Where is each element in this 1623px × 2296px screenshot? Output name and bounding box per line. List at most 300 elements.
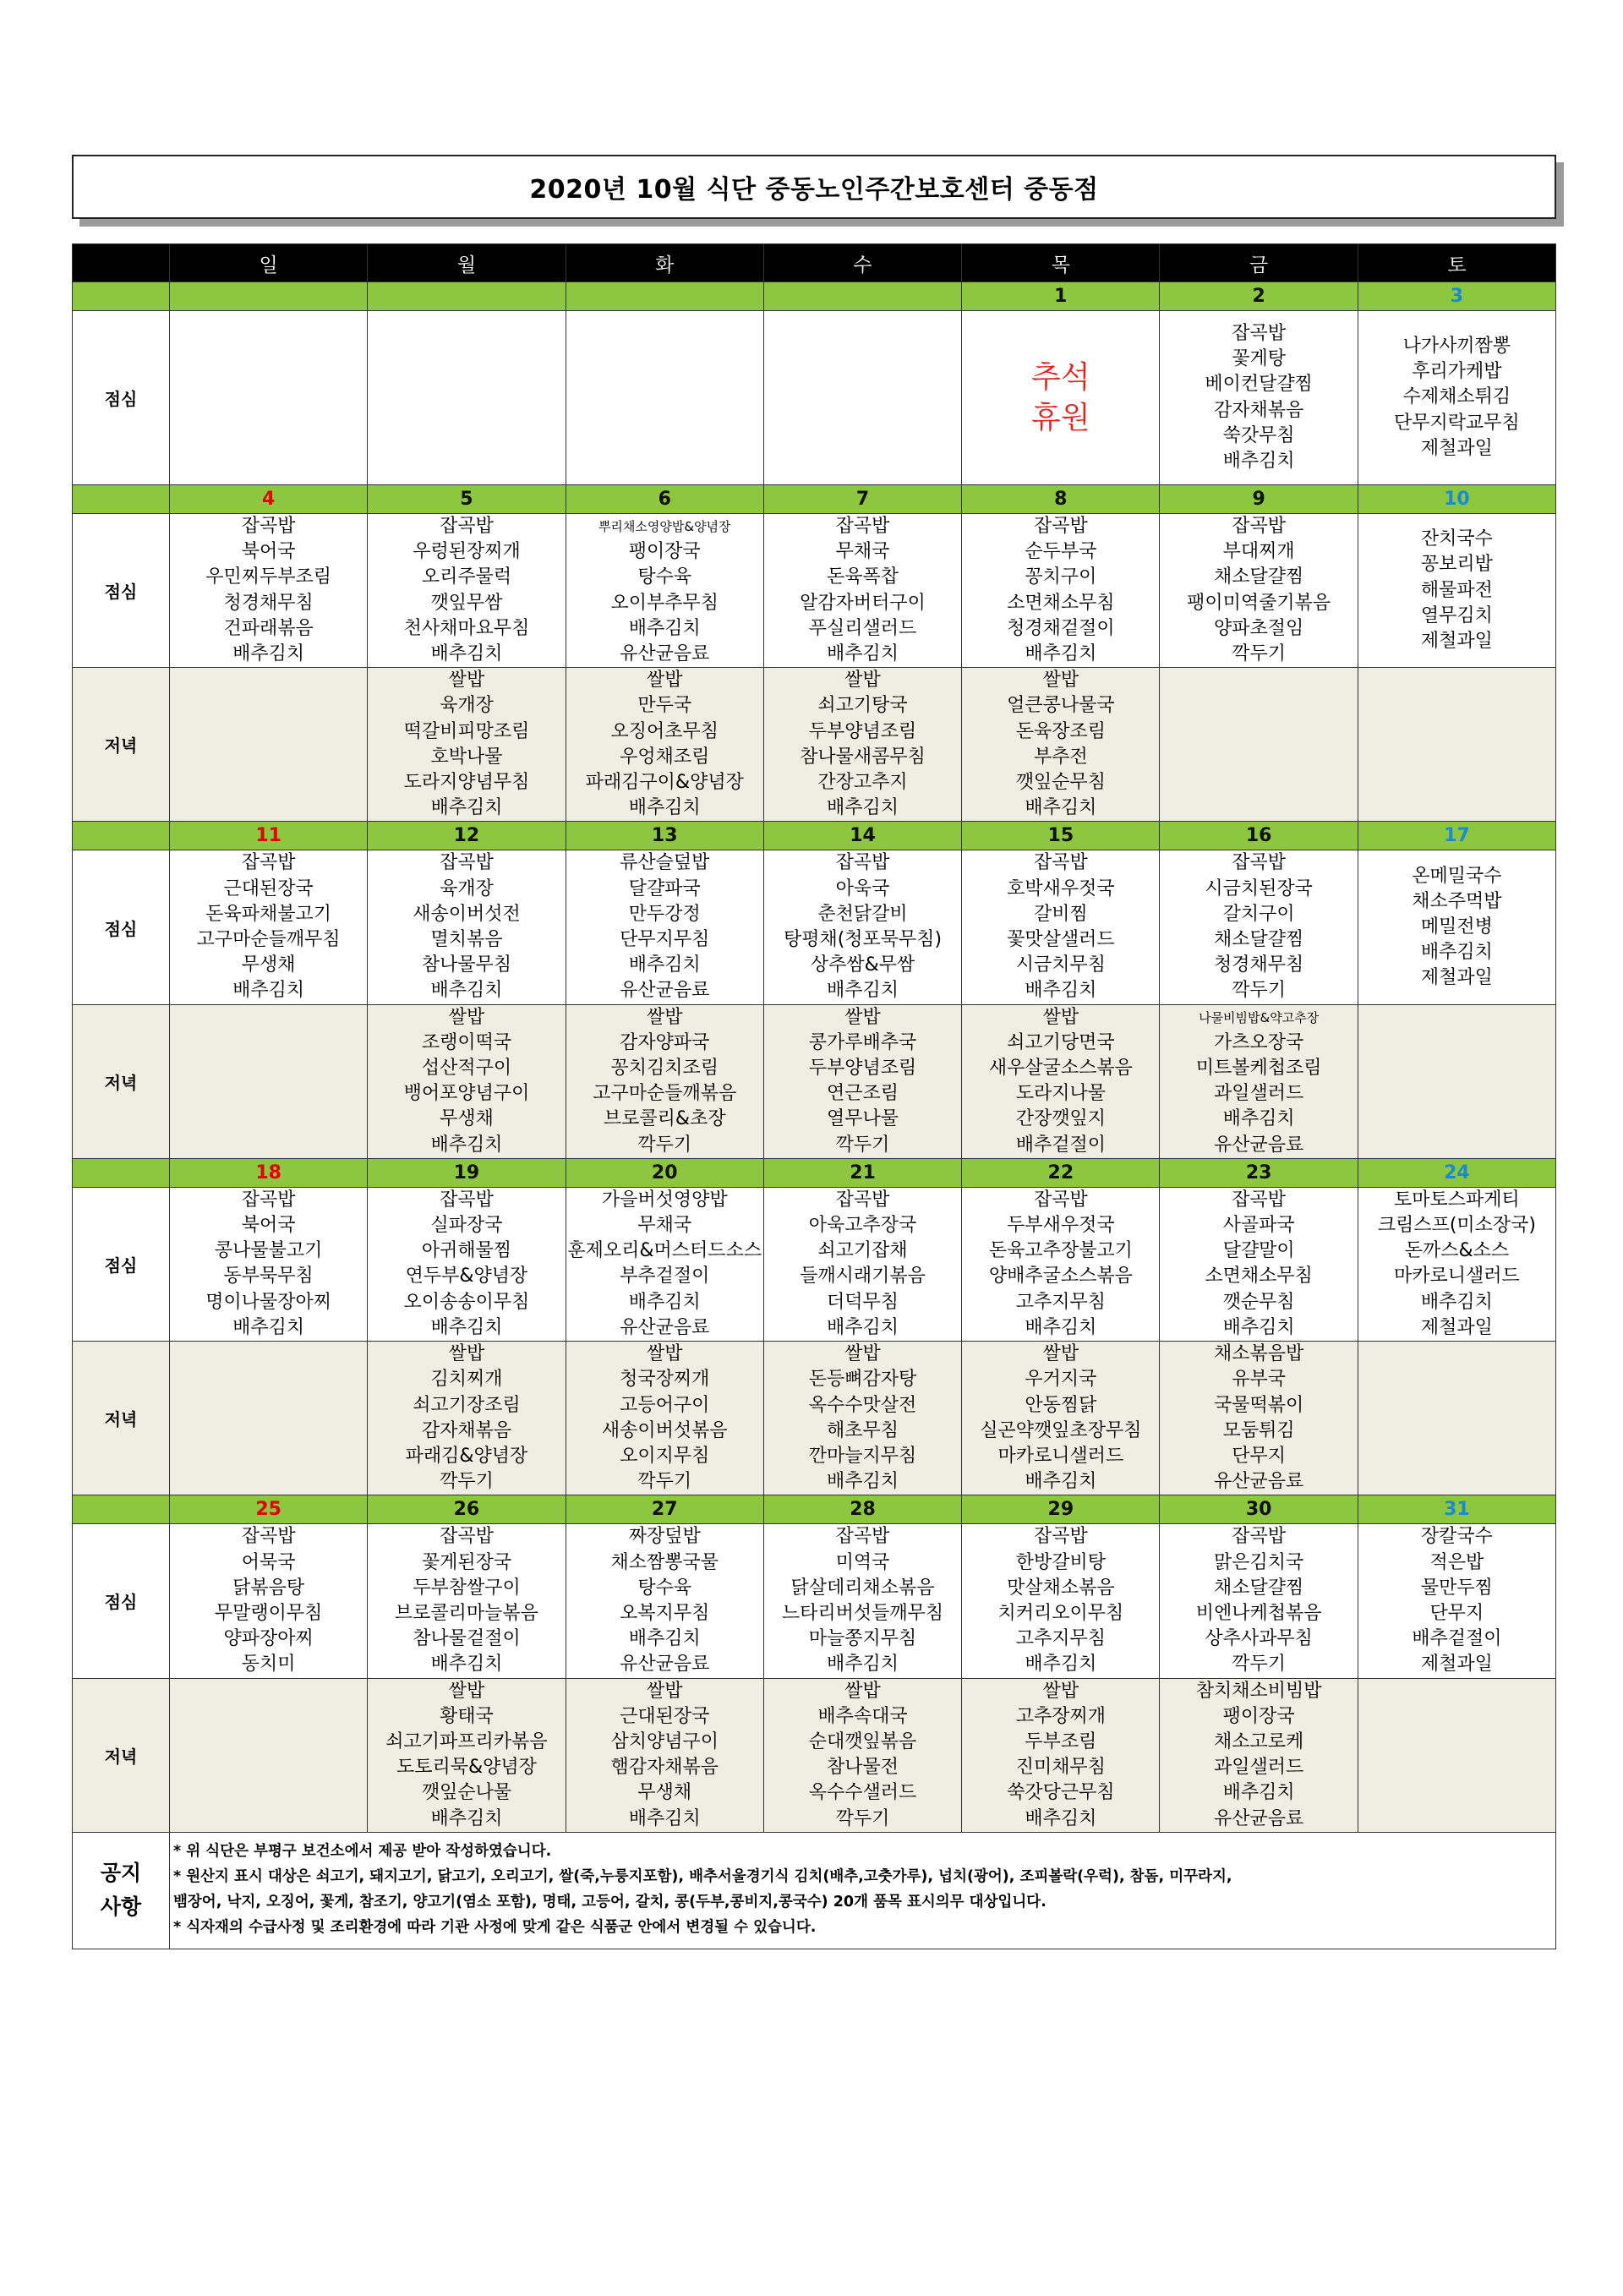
dinner-label: 저녁 — [73, 668, 170, 822]
menu-item: 만두국 — [637, 695, 692, 717]
menu-item: 햄감자채볶음 — [610, 1757, 719, 1779]
weekday-header: 월 — [368, 244, 566, 282]
menu-item: 마늘쫑지무침 — [808, 1628, 917, 1650]
menu-item: 잡곡밥 — [1232, 322, 1287, 344]
menu-item: 유산균음료 — [1214, 1471, 1304, 1493]
menu-item: 오이송송이무침 — [403, 1291, 530, 1313]
menu-item: 깻순무침 — [1222, 1291, 1295, 1313]
menu-item: 채소짬뽕국물 — [610, 1551, 719, 1573]
menu-item: 만두강정 — [628, 903, 701, 925]
menu-item: 잡곡밥 — [1232, 516, 1287, 537]
menu-item: 깻잎순무침 — [1015, 772, 1106, 794]
menu-item: 우거지국 — [1025, 1369, 1097, 1391]
menu-item: 옥수수맛살전 — [808, 1394, 917, 1416]
weekday-header: 금 — [1160, 244, 1358, 282]
menu-item: 쌀밥 — [1042, 670, 1079, 692]
menu-item: 잡곡밥 — [1232, 852, 1287, 874]
menu-item: 배추김치 — [430, 1134, 503, 1156]
menu-cell — [566, 1342, 763, 1495]
notice-label — [73, 1832, 170, 1949]
menu-item: 배추김치 — [827, 643, 899, 665]
menu-item: 참나물전 — [827, 1757, 899, 1779]
menu-item: 더덕무침 — [827, 1291, 899, 1313]
menu-item: 유산균음료 — [620, 643, 710, 665]
menu-cell — [1358, 1342, 1555, 1495]
menu-item: 팽이장국 — [1222, 1705, 1295, 1727]
menu-item: 깻잎무쌈 — [430, 592, 503, 614]
menu-item: 쌀밥 — [1042, 1343, 1079, 1365]
menu-item: 과일샐러드 — [1214, 1757, 1304, 1779]
date-cell: 15 — [962, 822, 1160, 850]
menu-item: 소면채소무침 — [1205, 1266, 1313, 1287]
menu-item: 순대깻잎볶음 — [808, 1730, 917, 1752]
menu-item: 배추김치 — [430, 1654, 503, 1676]
menu-cell — [962, 1187, 1160, 1341]
menu-item: 유산균음료 — [1214, 1134, 1304, 1156]
menu-item: 안동찜닭 — [1025, 1394, 1097, 1416]
menu-item: 배추김치 — [1025, 643, 1097, 665]
menu-cell — [1160, 1187, 1358, 1341]
menu-cell — [368, 514, 566, 668]
menu-item: 상추쌈&무쌈 — [810, 954, 915, 976]
menu-item: 단무지무침 — [620, 929, 710, 951]
weekday-header: 토 — [1358, 244, 1555, 282]
menu-item: 브로콜리마늘볶음 — [394, 1602, 538, 1624]
menu-cell — [368, 1187, 566, 1341]
menu-item: 육개장 — [440, 695, 494, 717]
menu-item: 돈육폭찹 — [827, 566, 899, 588]
date-row — [73, 282, 1556, 311]
menu-item: 깍두기 — [1232, 980, 1287, 1002]
menu-cell — [368, 1342, 566, 1495]
menu-item: 콩나물불고기 — [214, 1240, 323, 1262]
lunch-label: 점심 — [73, 514, 170, 668]
menu-cell — [763, 850, 961, 1004]
menu-item: 잡곡밥 — [1033, 1526, 1088, 1548]
menu-item: 명이나물장아찌 — [205, 1291, 332, 1313]
menu-item: 북어국 — [241, 541, 296, 563]
menu-item: 꽃게된장국 — [421, 1551, 512, 1573]
menu-item: 배추속대국 — [817, 1705, 908, 1727]
menu-item: 쌀밥 — [448, 670, 485, 692]
menu-item: 근대된장국 — [620, 1705, 710, 1727]
menu-item: 단무지락교무침 — [1394, 412, 1520, 434]
date-cell: 31 — [1358, 1495, 1555, 1524]
menu-item: 온메밀국수 — [1412, 865, 1502, 887]
menu-item: 메밀전병 — [1420, 916, 1493, 938]
date-row-label — [73, 1158, 170, 1187]
menu-item: 호박나물 — [430, 746, 503, 768]
menu-item: 채소달걀찜 — [1214, 1577, 1304, 1599]
lunch-label: 점심 — [73, 1524, 170, 1678]
menu-item: 미역국 — [835, 1551, 890, 1573]
menu-item: 동부묵무침 — [223, 1266, 314, 1287]
date-cell — [170, 282, 368, 311]
menu-item: 브로콜리&초장 — [603, 1108, 726, 1130]
date-cell: 8 — [962, 485, 1160, 514]
menu-item: 양파장아찌 — [223, 1628, 314, 1650]
menu-cell — [1358, 850, 1555, 1004]
menu-item: 김치찌개 — [430, 1369, 503, 1391]
menu-item: 시금치무침 — [1015, 954, 1106, 976]
date-cell: 14 — [763, 822, 961, 850]
menu-item: 참치채소비빔밥 — [1195, 1680, 1322, 1702]
menu-item: 잔치국수 — [1420, 528, 1493, 550]
menu-item: 떡갈비피망조림 — [403, 720, 530, 742]
menu-item: 호박새우젓국 — [1007, 877, 1115, 899]
dinner-label: 저녁 — [73, 1004, 170, 1158]
weekday-header: 화 — [566, 244, 763, 282]
notice-line: 뱀장어, 낙지, 오징어, 꽃게, 참조기, 양고기(염소 포함), 명태, 고등어, 갈치, 콩(두부,콩비지,콩국수) 20개 품목 표시의무 대상입니다. — [173, 1894, 1046, 1911]
menu-cell — [170, 514, 368, 668]
menu-item: 제철과일 — [1420, 967, 1493, 989]
menu-item: 채소볶음밥 — [1214, 1343, 1304, 1365]
notice-row — [73, 1832, 1556, 1949]
menu-item: 잡곡밥 — [835, 1526, 890, 1548]
menu-item: 잡곡밥 — [241, 852, 296, 874]
menu-item: 청경채무침 — [1214, 954, 1304, 976]
date-cell: 26 — [368, 1495, 566, 1524]
menu-item: 황태국 — [440, 1705, 494, 1727]
date-row-label — [73, 822, 170, 850]
menu-item: 무채국 — [637, 1215, 692, 1237]
menu-item: 천사채마요무침 — [403, 617, 530, 639]
date-cell: 23 — [1160, 1158, 1358, 1187]
menu-item: 부추겉절이 — [620, 1266, 710, 1287]
menu-item: 뿌리채소영양밥&양념장 — [598, 519, 731, 534]
menu-cell — [962, 1678, 1160, 1832]
menu-item: 도토리묵&양념장 — [396, 1757, 537, 1779]
menu-cell — [170, 668, 368, 822]
menu-item: 갈치구이 — [1222, 903, 1295, 925]
date-cell: 17 — [1358, 822, 1555, 850]
menu-item: 잡곡밥 — [241, 1526, 296, 1548]
menu-item: 순두부국 — [1025, 541, 1097, 563]
menu-item: 배추김치 — [430, 797, 503, 819]
menu-item: 잡곡밥 — [440, 1189, 494, 1211]
date-cell: 13 — [566, 822, 763, 850]
menu-item: 쌀밥 — [646, 1343, 683, 1365]
menu-item: 깻잎순나물 — [421, 1782, 512, 1804]
menu-item: 유부국 — [1232, 1369, 1287, 1391]
menu-cell — [368, 668, 566, 822]
menu-item: 연근조림 — [827, 1083, 899, 1105]
menu-item: 갈비찜 — [1033, 903, 1088, 925]
menu-item: 두부양념조림 — [808, 1058, 917, 1080]
menu-item: 배추김치 — [827, 980, 899, 1002]
menu-item: 해물파전 — [1420, 579, 1493, 601]
menu-item: 잡곡밥 — [835, 1189, 890, 1211]
menu-item: 알감자버터구이 — [800, 592, 926, 614]
menu-item: 고추장찌개 — [1015, 1705, 1106, 1727]
menu-item: 채소달걀찜 — [1214, 566, 1304, 588]
menu-item: 콩가루배추국 — [808, 1031, 917, 1053]
date-row — [73, 1158, 1556, 1187]
menu-cell — [368, 1524, 566, 1678]
menu-item: 배추김치 — [628, 797, 701, 819]
menu-item: 해초무침 — [827, 1419, 899, 1441]
menu-item: 쌀밥 — [844, 1680, 881, 1702]
menu-cell — [566, 1524, 763, 1678]
menu-item: 청경채무침 — [223, 592, 314, 614]
menu-item: 열무김치 — [1420, 604, 1493, 626]
menu-item: 새송이버섯전 — [413, 903, 521, 925]
date-cell: 6 — [566, 485, 763, 514]
menu-item: 무말랭이무침 — [214, 1602, 323, 1624]
date-row-label — [73, 282, 170, 311]
menu-item: 미트볼케첩조림 — [1195, 1058, 1322, 1080]
lunch-label: 점심 — [73, 311, 170, 485]
menu-item: 제철과일 — [1420, 437, 1493, 459]
menu-item: 어묵국 — [241, 1551, 296, 1573]
menu-item: 가을버섯영양밥 — [601, 1189, 728, 1211]
menu-item: 배추김치 — [1222, 1782, 1295, 1804]
menu-item: 유산균음료 — [1214, 1807, 1304, 1829]
menu-item: 쌀밥 — [646, 1006, 683, 1028]
menu-item: 파래김&양념장 — [405, 1445, 528, 1467]
menu-item: 달걀말이 — [1222, 1240, 1295, 1262]
menu-item: 가츠오장국 — [1214, 1031, 1304, 1053]
menu-item: 깍두기 — [440, 1471, 494, 1493]
menu-item: 부대찌개 — [1222, 541, 1295, 563]
date-cell — [368, 282, 566, 311]
menu-cell — [368, 1004, 566, 1158]
menu-item: 제철과일 — [1420, 1316, 1493, 1338]
dinner-row — [73, 1342, 1556, 1495]
menu-cell — [1160, 1004, 1358, 1158]
menu-item: 쌀밥 — [844, 1343, 881, 1365]
menu-cell — [962, 514, 1160, 668]
menu-item: 부추전 — [1033, 746, 1088, 768]
menu-item: 배추김치 — [430, 980, 503, 1002]
menu-item: 양파초절임 — [1214, 617, 1304, 639]
notice-line: * 원산지 표시 대상은 쇠고기, 돼지고기, 닭고기, 오리고기, 쌀(죽,누룽지포함), 배추서울경기식 김치(배추,고춧가루), 넙치(광어), 조피볼락(우럭), 참돔, 미꾸라지, — [173, 1868, 1232, 1886]
menu-cell — [170, 1524, 368, 1678]
menu-item: 들깨시래기볶음 — [800, 1266, 926, 1287]
menu-cell — [1358, 1187, 1555, 1341]
menu-item: 동치미 — [241, 1654, 296, 1676]
menu-cell — [170, 1004, 368, 1158]
menu-item: 섭산적구이 — [421, 1058, 512, 1080]
menu-item: 마카로니샐러드 — [997, 1445, 1124, 1467]
menu-item: 도라지양념무침 — [403, 772, 530, 794]
menu-cell — [962, 850, 1160, 1004]
lunch-row — [73, 850, 1556, 1004]
menu-item: 배추김치 — [430, 643, 503, 665]
menu-item: 배추김치 — [232, 980, 305, 1002]
menu-item: 쇠고기파프리카볶음 — [385, 1730, 548, 1752]
page-title: 2020년 10월 식단 중동노인주간보호센터 중동점 — [72, 155, 1556, 219]
menu-item: 고등어구이 — [620, 1394, 710, 1416]
menu-item: 쌀밥 — [646, 1680, 683, 1702]
menu-item: 새송이버섯볶음 — [601, 1419, 728, 1441]
menu-item: 돈육고추장불고기 — [988, 1240, 1133, 1262]
date-cell: 10 — [1358, 485, 1555, 514]
menu-item: 채소고로케 — [1214, 1730, 1304, 1752]
date-cell: 25 — [170, 1495, 368, 1524]
menu-cell — [566, 850, 763, 1004]
menu-item: 잡곡밥 — [1232, 1526, 1287, 1548]
menu-item: 꽁치구이 — [1025, 566, 1097, 588]
menu-item: 오리주물럭 — [421, 566, 512, 588]
menu-item: 잡곡밥 — [835, 516, 890, 537]
menu-item: 꽁보리밥 — [1420, 554, 1493, 576]
menu-item: 도라지나물 — [1015, 1083, 1106, 1105]
menu-item: 치커리오이무침 — [997, 1602, 1124, 1624]
menu-item: 무채국 — [835, 541, 890, 563]
menu-item: 배추김치 — [430, 1807, 503, 1829]
menu-item: 장칼국수 — [1420, 1526, 1493, 1548]
menu-item: 깐마늘지무침 — [808, 1445, 917, 1467]
menu-item: 청국장찌개 — [620, 1369, 710, 1391]
date-cell — [763, 282, 961, 311]
menu-item: 쌀밥 — [844, 670, 881, 692]
menu-item: 연두부&양념장 — [405, 1266, 528, 1287]
menu-cell — [1358, 514, 1555, 668]
menu-item: 나가사끼짬뽕 — [1402, 335, 1511, 357]
menu-item: 나물비빔밥&약고추장 — [1199, 1009, 1320, 1025]
menu-item: 탕평채(청포묵무침) — [783, 929, 943, 951]
menu-item: 단무지 — [1429, 1602, 1484, 1624]
menu-item: 쑥갓무침 — [1222, 424, 1295, 446]
menu-cell — [763, 668, 961, 822]
menu-item: 배추김치 — [1025, 980, 1097, 1002]
menu-item: 청경채겉절이 — [1007, 617, 1115, 639]
notice-line: * 위 식단은 부평구 보건소에서 제공 받아 작성하였습니다. — [173, 1843, 552, 1861]
dinner-label: 저녁 — [73, 1342, 170, 1495]
menu-item: 우엉채조림 — [620, 746, 710, 768]
menu-cell — [368, 850, 566, 1004]
menu-item: 배추김치 — [827, 1316, 899, 1338]
menu-item: 두부새우젓국 — [1007, 1215, 1115, 1237]
menu-item: 오이지무침 — [620, 1445, 710, 1467]
menu-item: 잡곡밥 — [1033, 1189, 1088, 1211]
date-cell: 4 — [170, 485, 368, 514]
dinner-row — [73, 1678, 1556, 1832]
menu-cell — [1160, 1524, 1358, 1678]
menu-item: 배추김치 — [827, 797, 899, 819]
menu-item: 배추김치 — [628, 1628, 701, 1650]
menu-item: 채소주먹밥 — [1412, 890, 1502, 912]
menu-item: 배추김치 — [628, 954, 701, 976]
menu-item: 돈육파채불고기 — [205, 903, 332, 925]
menu-item: 쌀밥 — [448, 1680, 485, 1702]
lunch-label: 점심 — [73, 1187, 170, 1341]
menu-item: 쌀밥 — [448, 1006, 485, 1028]
menu-item: 배추김치 — [1420, 1291, 1493, 1313]
menu-item: 수제채소튀김 — [1402, 386, 1511, 408]
menu-cell — [566, 311, 763, 485]
date-cell: 30 — [1160, 1495, 1358, 1524]
menu-cell — [1358, 1004, 1555, 1158]
menu-item: 탕수육 — [637, 1577, 692, 1599]
menu-cell — [1160, 668, 1358, 822]
menu-cell — [962, 1004, 1160, 1158]
menu-item: 달걀파국 — [628, 877, 701, 899]
date-row-label — [73, 1495, 170, 1524]
menu-item: 닭볶음탕 — [232, 1577, 305, 1599]
menu-item: 깍두기 — [637, 1471, 692, 1493]
menu-item: 근대된장국 — [223, 877, 314, 899]
menu-item: 고추지무침 — [1015, 1291, 1106, 1313]
menu-item: 채소달걀찜 — [1214, 929, 1304, 951]
menu-item: 꽃게탕 — [1232, 348, 1287, 370]
menu-item: 쌀밥 — [1042, 1006, 1079, 1028]
menu-item: 꽃맛살샐러드 — [1007, 929, 1115, 951]
menu-item: 멸치볶음 — [430, 929, 503, 951]
menu-item: 배추김치 — [1420, 942, 1493, 964]
menu-item: 국물떡볶이 — [1214, 1394, 1304, 1416]
menu-item: 조랭이떡국 — [421, 1031, 512, 1053]
menu-item: 후리가케밥 — [1412, 361, 1502, 383]
menu-item: 제철과일 — [1420, 630, 1493, 652]
menu-item: 아욱국 — [835, 877, 890, 899]
menu-cell — [1358, 311, 1555, 485]
menu-item: 닭살데리채소볶음 — [790, 1577, 935, 1599]
menu-cell — [566, 1004, 763, 1158]
date-cell: 1 — [962, 282, 1160, 311]
date-cell: 9 — [1160, 485, 1358, 514]
menu-item: 탕수육 — [637, 566, 692, 588]
menu-cell — [1160, 1678, 1358, 1832]
menu-item: 배추김치 — [1222, 1108, 1295, 1130]
menu-cell — [962, 1342, 1160, 1495]
menu-cell — [763, 514, 961, 668]
menu-item: 깍두기 — [637, 1134, 692, 1156]
menu-item: 실곤약깻잎초장무침 — [980, 1419, 1142, 1441]
date-row — [73, 485, 1556, 514]
menu-item: 적은밥 — [1429, 1551, 1484, 1573]
weekday-header: 수 — [763, 244, 961, 282]
menu-item: 소면채소무침 — [1007, 592, 1115, 614]
menu-item: 유산균음료 — [620, 1316, 710, 1338]
date-cell: 12 — [368, 822, 566, 850]
menu-cell — [1160, 311, 1358, 485]
menu-cell — [566, 514, 763, 668]
menu-item: 배추김치 — [1025, 1316, 1097, 1338]
menu-item: 단무지 — [1232, 1445, 1287, 1467]
menu-item: 쌀밥 — [646, 670, 683, 692]
menu-item: 쇠고기당면국 — [1007, 1031, 1115, 1053]
notice-label-line: 공지 — [100, 1861, 142, 1886]
menu-item: 비엔나케첩볶음 — [1195, 1602, 1322, 1624]
menu-cell — [1358, 1678, 1555, 1832]
menu-cell — [170, 1342, 368, 1495]
date-cell: 28 — [763, 1495, 961, 1524]
menu-cell — [1160, 514, 1358, 668]
menu-item: 진미채무침 — [1015, 1757, 1106, 1779]
holiday-text: 추석 — [1031, 359, 1090, 395]
menu-item: 참나물겉절이 — [413, 1628, 521, 1650]
menu-item: 베이컨달걀찜 — [1205, 374, 1313, 396]
menu-cell — [170, 850, 368, 1004]
date-row-label — [73, 485, 170, 514]
menu-item: 깍두기 — [1232, 1654, 1287, 1676]
menu-item: 무생채 — [241, 954, 296, 976]
menu-item: 참나물새콤무침 — [800, 746, 926, 768]
menu-item: 아욱고추장국 — [808, 1215, 917, 1237]
lunch-row — [73, 1187, 1556, 1341]
menu-item: 과일샐러드 — [1214, 1083, 1304, 1105]
date-cell: 3 — [1358, 282, 1555, 311]
menu-cell — [763, 1524, 961, 1678]
menu-item: 잡곡밥 — [440, 516, 494, 537]
menu-item: 쇠고기장조림 — [413, 1394, 521, 1416]
menu-item: 푸실리샐러드 — [808, 617, 917, 639]
menu-item: 배추김치 — [827, 1654, 899, 1676]
date-cell: 2 — [1160, 282, 1358, 311]
menu-item: 깍두기 — [835, 1807, 890, 1829]
